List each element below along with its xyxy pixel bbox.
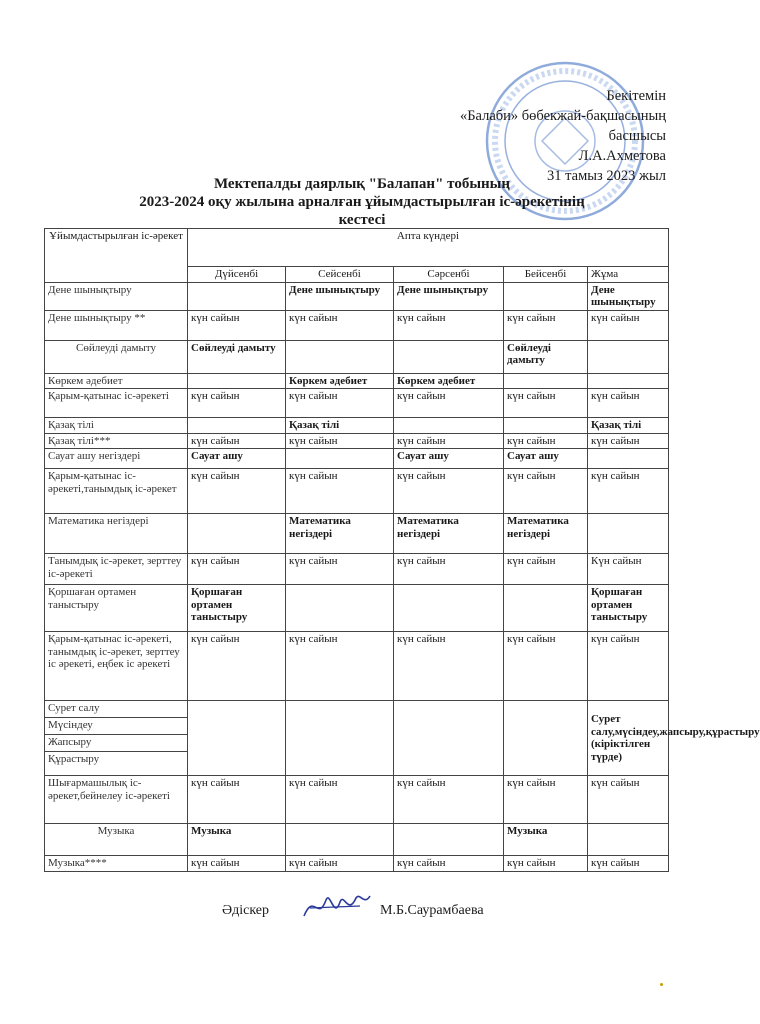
schedule-cell: күн сайын — [188, 310, 286, 340]
table-row — [45, 389, 669, 418]
footer-name: М.Б.Саурамбаева — [380, 903, 484, 918]
schedule-cell: күн сайын — [504, 856, 588, 872]
schedule-cell: Қазақ тілі — [286, 418, 394, 434]
schedule-cell: Қазақ тілі — [588, 418, 669, 434]
schedule-cell: күн сайын — [588, 776, 669, 824]
schedule-cell: күн сайын — [286, 632, 394, 701]
schedule-cell — [286, 701, 394, 776]
schedule-cell: Математика негіздері — [394, 514, 504, 554]
header-week: Апта күндері — [188, 229, 669, 267]
approval-line-institution: «Балаби» бөбекжай-бақшасының — [459, 108, 666, 124]
schedule-cell — [394, 585, 504, 632]
schedule-cell-art-integrated: Сурет салу,мүсіндеу,жапсыру,құрастыру (кіріктілген түрде) — [588, 701, 669, 776]
schedule-cell: Музыка — [504, 824, 588, 856]
schedule-cell — [286, 824, 394, 856]
schedule-cell: Қоршаған ортамен таныстыру — [188, 585, 286, 632]
schedule-cell: күн сайын — [504, 469, 588, 514]
schedule-cell: күн сайын — [286, 776, 394, 824]
document-title-line2: 2023-2024 оқу жылына арналған ұйымдастырылған іс-әрекетінің — [139, 194, 585, 210]
table-row — [45, 701, 669, 718]
table-row — [45, 514, 669, 554]
schedule-cell — [588, 373, 669, 389]
schedule-cell — [188, 701, 286, 776]
table-row — [45, 585, 669, 632]
schedule-cell: күн сайын — [394, 389, 504, 418]
schedule-cell: күн сайын — [286, 554, 394, 585]
schedule-cell: Көркем әдебиет — [394, 373, 504, 389]
schedule-cell — [286, 449, 394, 469]
schedule-cell: күн сайын — [588, 433, 669, 449]
schedule-cell: Математика негіздері — [286, 514, 394, 554]
day-wednesday: Сәрсенбі — [394, 267, 504, 283]
day-friday: Жұма — [588, 267, 669, 283]
schedule-cell: күн сайын — [588, 856, 669, 872]
approval-line-position: басшысы — [608, 128, 666, 144]
schedule-cell: күн сайын — [504, 310, 588, 340]
activity-name: Жапсыру — [45, 735, 188, 752]
activity-name: Қоршаған ортамен таныстыру — [45, 585, 188, 632]
activity-name: Дене шынықтыру — [45, 282, 188, 310]
table-row — [45, 449, 669, 469]
schedule-cell — [394, 701, 504, 776]
activity-name: Мүсіндеу — [45, 718, 188, 735]
table-row — [45, 632, 669, 701]
schedule-cell: күн сайын — [588, 310, 669, 340]
schedule-cell: күн сайын — [394, 310, 504, 340]
schedule-cell: күн сайын — [394, 776, 504, 824]
schedule-cell — [188, 282, 286, 310]
schedule-cell: Күн сайын — [588, 554, 669, 585]
table-row — [45, 418, 669, 434]
day-monday: Дүйсенбі — [188, 267, 286, 283]
schedule-cell: Көркем әдебиет — [286, 373, 394, 389]
activity-name: Қарым-қатынас іс-әрекеті — [45, 389, 188, 418]
table-row — [45, 856, 669, 872]
table-row — [45, 373, 669, 389]
activity-name: Сөйлеуді дамыту — [45, 340, 188, 373]
schedule-cell: Сауат ашу — [504, 449, 588, 469]
approval-line-name: Л.А.Ахметова — [578, 148, 666, 164]
schedule-cell — [504, 585, 588, 632]
activity-name: Шығармашылық іс-әрекет,бейнелеу іс-әрекеті — [45, 776, 188, 824]
table-row — [45, 554, 669, 585]
schedule-cell: Қоршаған ортамен таныстыру — [588, 585, 669, 632]
schedule-cell — [588, 514, 669, 554]
schedule-cell: күн сайын — [286, 469, 394, 514]
schedule-cell: күн сайын — [504, 776, 588, 824]
schedule-cell — [394, 418, 504, 434]
activity-name: Сауат ашу негіздері — [45, 449, 188, 469]
schedule-cell — [588, 449, 669, 469]
table-row — [45, 776, 669, 824]
schedule-cell: Дене шынықтыру — [394, 282, 504, 310]
schedule-cell — [588, 824, 669, 856]
schedule-cell: күн сайын — [188, 632, 286, 701]
schedule-cell: Сауат ашу — [188, 449, 286, 469]
schedule-cell — [394, 340, 504, 373]
schedule-cell — [286, 340, 394, 373]
day-tuesday: Сейсенбі — [286, 267, 394, 283]
schedule-cell: Сауат ашу — [394, 449, 504, 469]
schedule-cell: күн сайын — [504, 389, 588, 418]
schedule-cell: Сөйлеуді дамыту — [504, 340, 588, 373]
schedule-cell: күн сайын — [394, 469, 504, 514]
activity-name: Қазақ тілі — [45, 418, 188, 434]
activity-name: Танымдық іс-әрекет, зерттеу іс-әрекеті — [45, 554, 188, 585]
schedule-cell: күн сайын — [504, 632, 588, 701]
table-row — [45, 282, 669, 310]
day-thursday: Бейсенбі — [504, 267, 588, 283]
schedule-cell: Математика негіздері — [504, 514, 588, 554]
schedule-cell — [588, 340, 669, 373]
table-row — [45, 310, 669, 340]
schedule-cell: күн сайын — [394, 632, 504, 701]
schedule-cell: күн сайын — [588, 389, 669, 418]
schedule-cell: күн сайын — [188, 776, 286, 824]
schedule-cell — [188, 373, 286, 389]
schedule-cell: күн сайын — [588, 632, 669, 701]
schedule-cell — [504, 282, 588, 310]
document-title-line3: кестесі — [338, 212, 386, 228]
schedule-cell: күн сайын — [188, 389, 286, 418]
approval-line-date: 31 тамыз 2023 жыл — [547, 168, 666, 184]
schedule-cell: күн сайын — [394, 433, 504, 449]
schedule-cell: күн сайын — [394, 554, 504, 585]
schedule-cell: күн сайын — [188, 433, 286, 449]
schedule-cell: күн сайын — [286, 856, 394, 872]
header-activity: Ұйымдастырылған іс-әрекет — [45, 229, 188, 283]
document-title-line1: Мектепалды даярлық "Балапан" тобының — [213, 176, 511, 192]
schedule-table — [44, 228, 760, 872]
table-row — [45, 340, 669, 373]
schedule-cell: күн сайын — [394, 856, 504, 872]
schedule-cell: күн сайын — [286, 310, 394, 340]
schedule-cell — [286, 585, 394, 632]
ink-dot — [660, 983, 663, 986]
activity-name: Математика негіздері — [45, 514, 188, 554]
schedule-cell: күн сайын — [286, 389, 394, 418]
schedule-cell: Музыка — [188, 824, 286, 856]
activity-name: Қазақ тілі*** — [45, 433, 188, 449]
footer-role: Әдіскер — [222, 903, 270, 918]
schedule-cell: Сөйлеуді дамыту — [188, 340, 286, 373]
table-header-row — [45, 229, 669, 267]
activity-name: Құрастыру — [45, 752, 188, 776]
schedule-cell — [394, 824, 504, 856]
schedule-cell: күн сайын — [504, 433, 588, 449]
approval-block — [406, 86, 666, 186]
activity-name: Сурет салу — [45, 701, 188, 718]
activity-name: Көркем әдебиет — [45, 373, 188, 389]
schedule-cell: күн сайын — [504, 554, 588, 585]
activity-name: Музыка**** — [45, 856, 188, 872]
schedule-cell: күн сайын — [588, 469, 669, 514]
schedule-cell: күн сайын — [188, 469, 286, 514]
schedule-cell: Дене шынықтыру — [588, 282, 669, 310]
schedule-cell: күн сайын — [188, 856, 286, 872]
activity-name: Музыка — [45, 824, 188, 856]
activity-name: Дене шынықтыру ** — [45, 310, 188, 340]
schedule-cell — [504, 701, 588, 776]
schedule-cell — [504, 373, 588, 389]
schedule-cell — [188, 418, 286, 434]
schedule-cell: күн сайын — [188, 554, 286, 585]
activity-name: Қарым-қатынас іс-әрекеті,танымдық іс-әрекет — [45, 469, 188, 514]
table-row — [45, 469, 669, 514]
activity-name: Қарым-қатынас іс-әрекеті, танымдық іс-әрекет, зерттеу іс әрекеті, еңбек іс әрекеті — [45, 632, 188, 701]
table-row — [45, 433, 669, 449]
schedule-cell — [188, 514, 286, 554]
signature — [300, 886, 372, 926]
schedule-cell: күн сайын — [286, 433, 394, 449]
table-row — [45, 824, 669, 856]
schedule-cell: Дене шынықтыру — [286, 282, 394, 310]
schedule-cell — [504, 418, 588, 434]
approval-line-approve: Бекітемін — [606, 88, 666, 104]
